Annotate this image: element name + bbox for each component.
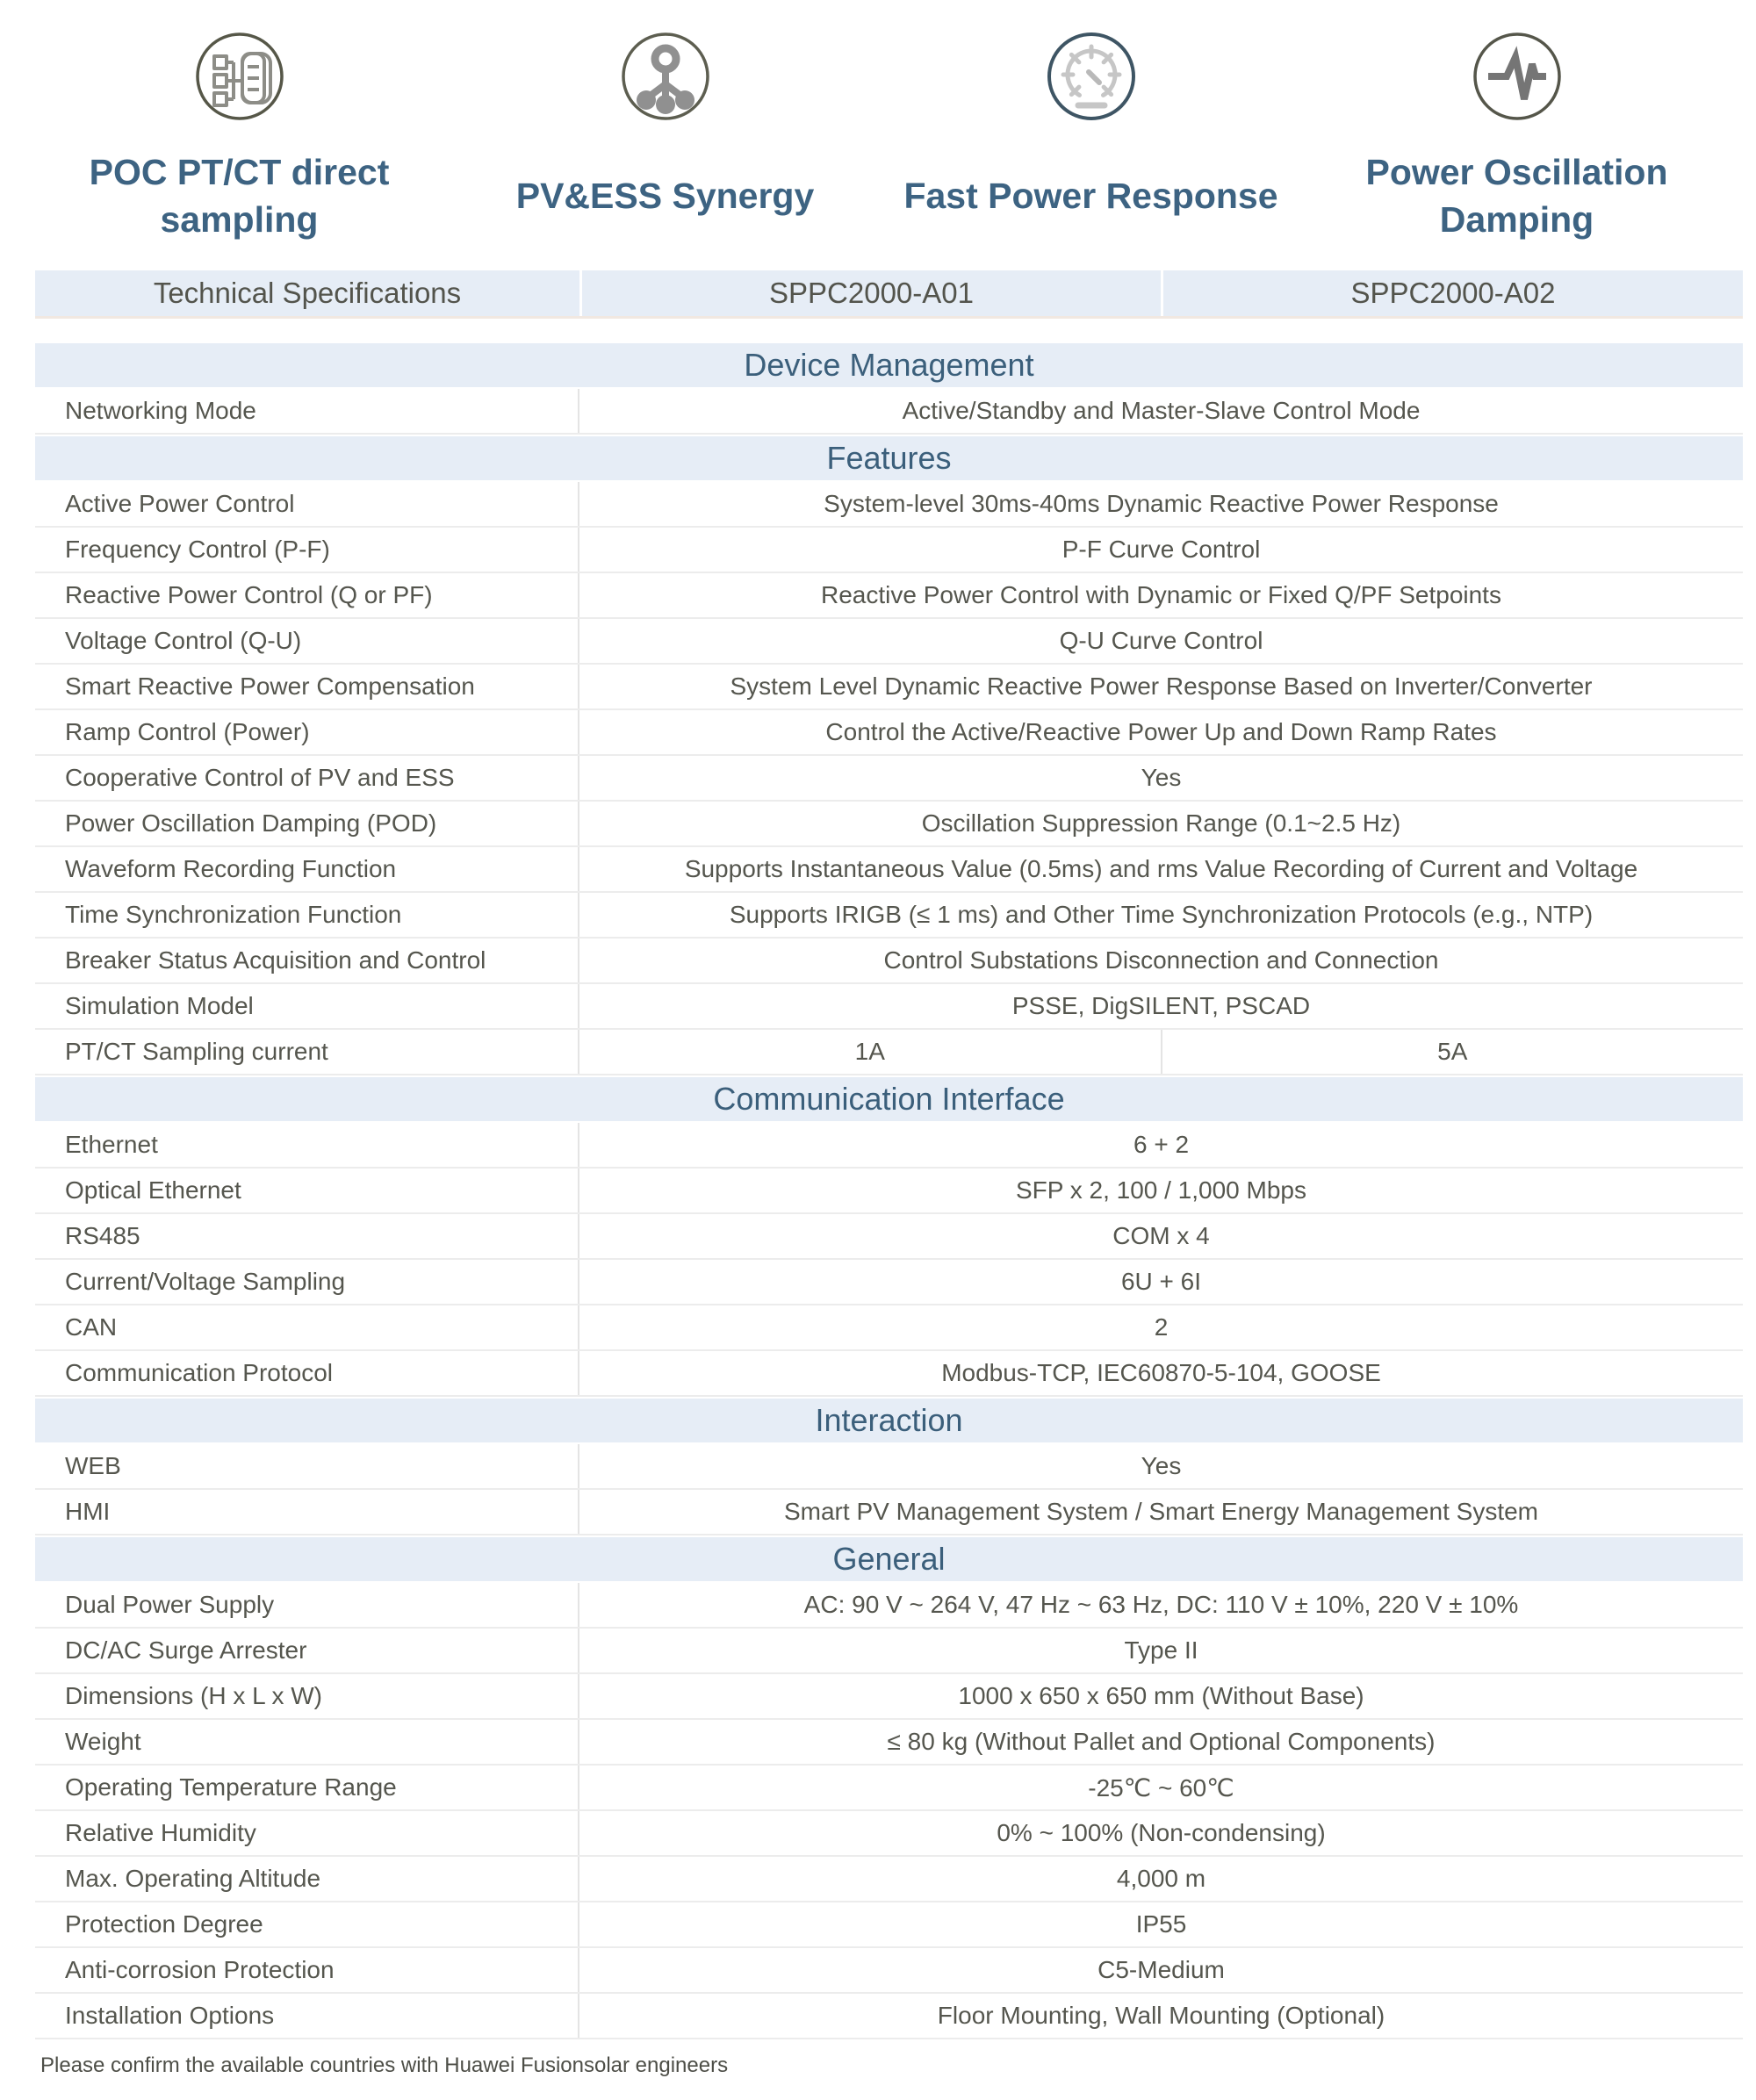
spec-value: Modbus-TCP, IEC60870-5-104, GOOSE [941, 1359, 1381, 1386]
spec-label: Time Synchronization Function [35, 893, 579, 937]
spec-row [35, 756, 1743, 802]
spec-label: Optical Ethernet [35, 1169, 579, 1212]
spec-label: Smart Reactive Power Compensation [35, 665, 579, 708]
spec-label: WEB [35, 1444, 579, 1488]
header-technical-specifications: Technical Specifications [35, 270, 579, 316]
spec-value: AC: 90 V ~ 264 V, 47 Hz ~ 63 Hz, DC: 110 V ± 10%, 220 V ± 10% [803, 1591, 1519, 1618]
spec-label: Max. Operating Altitude [35, 1857, 579, 1901]
spec-value: 0% ~ 100% (Non-condensing) [997, 1819, 1326, 1846]
spec-label: Networking Mode [35, 389, 579, 433]
spec-row [35, 1123, 1743, 1169]
spec-label: Voltage Control (Q-U) [35, 619, 579, 663]
header-model-a01: SPPC2000-A01 [582, 270, 1161, 316]
spec-row [35, 1305, 1743, 1351]
spec-value: Oscillation Suppression Range (0.1~2.5 Hz) [921, 809, 1401, 837]
spec-label: Installation Options [35, 1994, 579, 2038]
spec-value: 6U + 6I [1120, 1268, 1202, 1295]
spec-value: P-F Curve Control [1062, 536, 1261, 563]
speedometer-icon [1045, 30, 1138, 123]
spec-row [35, 1857, 1743, 1902]
spec-value: Control the Active/Reactive Power Up and Down Ramp Rates [825, 718, 1497, 745]
spec-label: Communication Protocol [35, 1351, 579, 1395]
spec-label: DC/AC Surge Arrester [35, 1629, 579, 1672]
section-header-general: General [35, 1535, 1743, 1583]
spec-row [35, 893, 1743, 939]
spec-row [35, 710, 1743, 756]
spec-row [35, 1260, 1743, 1305]
feature-fast-power-response [878, 30, 1304, 248]
spec-row [35, 1351, 1743, 1397]
feature-power-oscillation-damping [1304, 30, 1730, 248]
spec-table [35, 270, 1743, 2039]
spec-label: Ramp Control (Power) [35, 710, 579, 754]
feature-label: PV&ESS Synergy [515, 175, 815, 216]
spec-value: ≤ 80 kg (Without Pallet and Optional Components) [887, 1728, 1436, 1755]
spec-row [35, 482, 1743, 528]
spec-value: Q-U Curve Control [1059, 627, 1263, 654]
network-nodes-icon [619, 30, 712, 123]
spec-row [35, 1490, 1743, 1535]
spec-row [35, 1444, 1743, 1490]
feature-label: Power Oscillation Damping [1365, 151, 1668, 240]
spec-value: 2 [1154, 1313, 1169, 1341]
spec-value: System Level Dynamic Reactive Power Response Based on Inverter/Converter [730, 672, 1593, 700]
spec-label: Relative Humidity [35, 1811, 579, 1855]
spec-row [35, 389, 1743, 435]
spec-value: Supports Instantaneous Value (0.5ms) and rms Value Recording of Current and Voltage [684, 855, 1638, 882]
spec-row [35, 573, 1743, 619]
spec-value: Yes [1141, 764, 1182, 791]
spec-table-header [35, 270, 1743, 319]
spec-value: PSSE, DigSILENT, PSCAD [1011, 992, 1311, 1019]
feature-label: Fast Power Response [903, 175, 1278, 216]
spec-label: Breaker Status Acquisition and Control [35, 939, 579, 982]
spec-label: Current/Voltage Sampling [35, 1260, 579, 1304]
spec-row [35, 1948, 1743, 1994]
header-model-a02: SPPC2000-A02 [1163, 270, 1743, 316]
spec-row [35, 984, 1743, 1030]
spec-label: Simulation Model [35, 984, 579, 1028]
spec-row [35, 528, 1743, 573]
spec-row [35, 1766, 1743, 1811]
spec-value: Floor Mounting, Wall Mounting (Optional) [937, 2002, 1385, 2029]
spec-label: Operating Temperature Range [35, 1766, 579, 1809]
spec-label: Protection Degree [35, 1902, 579, 1946]
footnote: Please confirm the available countries with Huawei Fusionsolar engineers [40, 2053, 729, 2077]
header-gap [35, 319, 1743, 342]
feature-label: POC PT/CT direct sampling [89, 151, 390, 240]
spec-row [35, 847, 1743, 893]
feature-strip [0, 0, 1756, 248]
spec-row [35, 1902, 1743, 1948]
spec-value: 6 + 2 [1133, 1131, 1190, 1158]
spec-value: Reactive Power Control with Dynamic or Fixed Q/PF Setpoints [821, 581, 1501, 608]
spec-value: Type II [1124, 1636, 1198, 1664]
spec-value: Yes [1141, 1452, 1182, 1479]
spec-value: Active/Standby and Master-Slave Control Mode [902, 397, 1421, 424]
spec-label: Anti-corrosion Protection [35, 1948, 579, 1992]
spec-row [35, 665, 1743, 710]
spec-value: SFP x 2, 100 / 1,000 Mbps [1015, 1176, 1306, 1204]
section-header-device-management: Device Management [35, 342, 1743, 389]
spec-label: Reactive Power Control (Q or PF) [35, 573, 579, 617]
spec-row [35, 1994, 1743, 2039]
spec-label: PT/CT Sampling current [35, 1030, 579, 1074]
spec-label: Frequency Control (P-F) [35, 528, 579, 572]
spec-label: CAN [35, 1305, 579, 1349]
spec-label: Dimensions (H x L x W) [35, 1674, 579, 1718]
spec-label: HMI [35, 1490, 579, 1534]
spec-label: Dual Power Supply [35, 1583, 579, 1627]
spec-value: C5-Medium [1098, 1956, 1225, 1983]
spec-label: Weight [35, 1720, 579, 1764]
section-header-interaction: Interaction [35, 1397, 1743, 1444]
spec-value: Supports IRIGB (≤ 1 ms) and Other Time Synchronization Protocols (e.g., NTP) [729, 901, 1594, 928]
spec-label: Active Power Control [35, 482, 579, 526]
spec-row [35, 1811, 1743, 1857]
spec-row [35, 1720, 1743, 1766]
spec-value-a01: 1A [854, 1038, 885, 1065]
spec-row [35, 1583, 1743, 1629]
sampling-diagram-icon [193, 30, 286, 123]
spec-row [35, 1214, 1743, 1260]
feature-pv-ess-synergy [452, 30, 878, 248]
spec-label: RS485 [35, 1214, 579, 1258]
spec-value: Smart PV Management System / Smart Energy Management System [783, 1498, 1538, 1525]
spec-value: -25℃ ~ 60℃ [1088, 1773, 1234, 1802]
spec-value: 4,000 m [1116, 1865, 1206, 1892]
spec-row [35, 1169, 1743, 1214]
pulse-wave-icon [1471, 30, 1564, 123]
spec-row [35, 939, 1743, 984]
spec-label: Cooperative Control of PV and ESS [35, 756, 579, 800]
spec-row [35, 802, 1743, 847]
spec-label: Power Oscillation Damping (POD) [35, 802, 579, 845]
spec-value: System-level 30ms-40ms Dynamic Reactive Power Response [824, 490, 1499, 517]
spec-value: 1000 x 650 x 650 mm (Without Base) [958, 1682, 1364, 1709]
spec-value: Control Substations Disconnection and Connection [883, 946, 1439, 974]
spec-label: Ethernet [35, 1123, 579, 1167]
spec-value: IP55 [1135, 1910, 1187, 1938]
spec-value: COM x 4 [1112, 1222, 1210, 1249]
spec-row [35, 1674, 1743, 1720]
section-header-features: Features [35, 435, 1743, 482]
section-header-communication-interface: Communication Interface [35, 1075, 1743, 1123]
spec-row [35, 1629, 1743, 1674]
spec-row [35, 619, 1743, 665]
spec-label: Waveform Recording Function [35, 847, 579, 891]
spec-row-split [35, 1030, 1743, 1075]
feature-poc-sampling [26, 30, 452, 248]
spec-value-a02: 5A [1161, 1030, 1744, 1074]
